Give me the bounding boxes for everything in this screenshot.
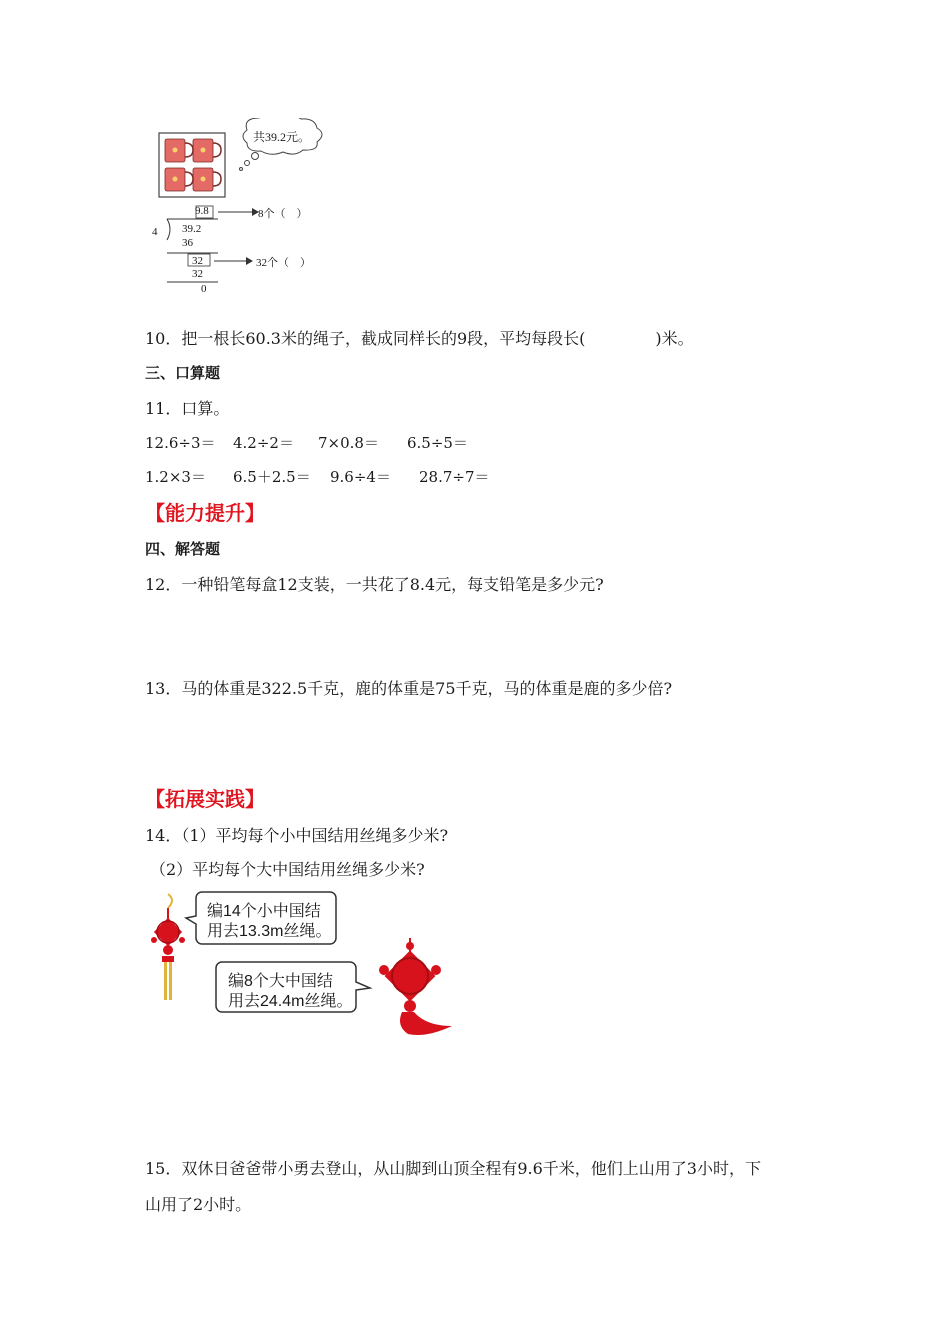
- small-chinese-knot-icon: [151, 894, 185, 1000]
- mental-math-item: 7×0.8＝: [318, 434, 379, 452]
- q10-prefix: 10．把一根长60.3米的绳子，截成同样长的9段，平均每段长(: [145, 329, 586, 348]
- step2: 32: [192, 268, 203, 280]
- extend-heading: 【拓展实践】: [145, 787, 265, 811]
- section-3-heading: 三、口算题: [145, 364, 221, 382]
- division-lines: [148, 203, 348, 298]
- question-11-title: 11．口算。: [145, 399, 230, 418]
- mental-math-item: 9.6÷4＝: [330, 468, 391, 486]
- mental-math-item: 4.2÷2＝: [233, 434, 294, 452]
- remainder1: 32: [192, 255, 203, 267]
- question-14-part-1: 14．（1）平均每个小中国结用丝绳多少米?: [145, 826, 449, 845]
- arrow-right-icon: [246, 257, 253, 265]
- question-13: 13．马的体重是322.5千克，鹿的体重是75千克，马的体重是鹿的多少倍?: [145, 679, 673, 698]
- arrow1-label: 8个（ ）: [258, 208, 308, 220]
- final-remainder: 0: [201, 283, 207, 295]
- ability-heading: 【能力提升】: [145, 501, 265, 525]
- bubble-2-line-1: 编8个大中国结: [228, 973, 333, 990]
- section-4-heading: 四、解答题: [145, 540, 221, 558]
- step1: 36: [182, 237, 193, 249]
- mental-math-item: 1.2×3＝: [145, 468, 206, 486]
- long-division: [148, 203, 348, 298]
- mental-math-item: 6.5＋2.5＝: [233, 468, 311, 486]
- mental-math-item: 12.6÷3＝: [145, 434, 216, 452]
- quotient: 9.8: [195, 205, 209, 217]
- question-15-line-2: 山用了2小时。: [145, 1195, 252, 1214]
- mental-math-item: 6.5÷5＝: [407, 434, 468, 452]
- arrow2-label: 32个（ ）: [256, 257, 311, 269]
- bubble-1-line-2: 用去13.3m丝绳。: [207, 923, 332, 940]
- big-chinese-knot-icon: [379, 938, 452, 1035]
- dividend: 39.2: [182, 223, 202, 235]
- mugs-illustration: [155, 118, 345, 203]
- knots-figure: [140, 890, 470, 1040]
- question-14-part-2: （2）平均每个大中国结用丝绳多少米?: [150, 860, 425, 879]
- mugs-figure: [155, 118, 345, 203]
- question-15-line-1: 15．双休日爸爸带小勇去登山，从山脚到山顶全程有9.6千米，他们上山用了3小时，下: [145, 1159, 761, 1178]
- question-12: 12．一种铅笔每盒12支装，一共花了8.4元，每支铅笔是多少元?: [145, 575, 604, 594]
- bubble-1-line-1: 编14个小中国结: [207, 903, 321, 920]
- cloud-text: 共39.2元。: [253, 130, 311, 144]
- mental-math-item: 28.7÷7＝: [419, 468, 490, 486]
- bubble-2-line-2: 用去24.4m丝绳。: [228, 993, 353, 1010]
- question-10: [145, 326, 694, 349]
- q10-suffix: )米。: [655, 329, 694, 348]
- divisor: 4: [152, 226, 158, 238]
